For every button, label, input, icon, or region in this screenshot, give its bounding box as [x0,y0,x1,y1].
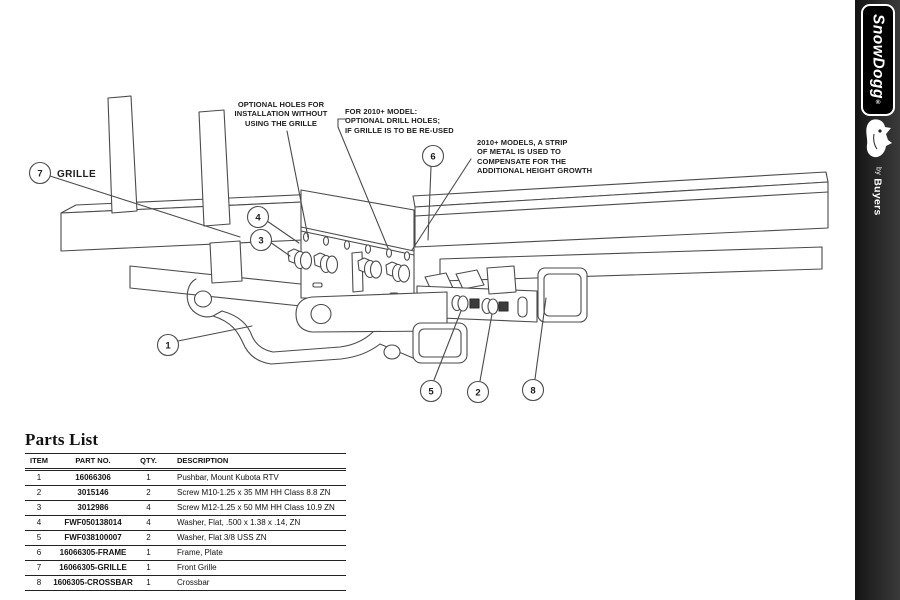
table-cell: FWF038100007 [53,530,133,545]
parts-table-body [25,469,346,590]
callout-7 [30,163,51,184]
table-cell: 2 [133,530,164,545]
callout-1 [158,335,179,356]
table-cell: 6 [25,545,53,560]
callout-3 [251,230,272,251]
callout-8 [523,380,544,401]
table-row [25,575,346,590]
note-2010-model: FOR 2010+ MODEL: OPTIONAL DRILL HOLES; IF GRILLE IS TO BE RE-USED [345,107,454,135]
table-cell: Washer, Flat, .500 x 1.38 x .14, ZN [164,515,346,530]
table-row [25,515,346,530]
table-row [25,530,346,545]
table-cell: Washer, Flat 3/8 USS ZN [164,530,346,545]
table-cell: Frame, Plate [164,545,346,560]
byline-text: by Buyers [871,167,884,216]
col-part-no: PART NO. [53,454,133,470]
svg-text:5: 5 [428,386,434,398]
svg-text:1: 1 [165,340,171,352]
table-cell: 3 [25,500,53,515]
table-cell: 1 [133,575,164,590]
table-cell: 7 [25,560,53,575]
parts-table [25,453,346,591]
svg-text:7: 7 [37,168,43,180]
note-optional-holes: OPTIONAL HOLES FOR INSTALLATION WITHOUT USING THE GRILLE [234,100,328,128]
svg-text:4: 4 [255,212,261,224]
table-cell: 16066306 [53,469,133,485]
table-cell: 4 [133,500,164,515]
callout-2 [468,382,489,403]
table-cell: 16066305-GRILLE [53,560,133,575]
table-cell: 2 [25,485,53,500]
parts-list-title: Parts List [25,430,99,449]
table-row [25,560,346,575]
table-cell: 4 [133,515,164,530]
svg-text:6: 6 [430,151,436,163]
table-header-row [25,454,346,470]
table-cell: 8 [25,575,53,590]
dog-icon [863,115,893,163]
table-cell: 5 [25,530,53,545]
parts-list [25,430,346,591]
table-cell: Crossbar [164,575,346,590]
table-cell: 1606305-CROSSBAR [53,575,133,590]
col-item: ITEM [25,454,53,470]
table-row [25,545,346,560]
table-cell: Pushbar, Mount Kubota RTV [164,469,346,485]
table-row [25,485,346,500]
snowdogg-logo-text: SnowDogg® [869,13,887,107]
svg-text:2: 2 [475,387,481,399]
svg-text:3: 3 [258,235,264,247]
table-cell: 2 [133,485,164,500]
table-cell: 1 [133,545,164,560]
table-cell: Screw M12-1.25 x 50 MM HH Class 10.9 ZN [164,500,346,515]
table-row [25,469,346,485]
table-cell: 16066305-FRAME [53,545,133,560]
callout-5 [421,381,442,402]
table-cell: 1 [133,469,164,485]
svg-text:8: 8 [530,385,536,397]
table-cell: 3012986 [53,500,133,515]
table-row [25,500,346,515]
grille-label: GRILLE [57,169,97,180]
col-qty: QTY. [133,454,164,470]
snowdogg-logo-badge [861,4,895,116]
callout-6 [423,146,444,167]
brand-rail [855,0,900,600]
table-cell: 4 [25,515,53,530]
crossbar-drawing [413,172,828,292]
note-2010-strip: 2010+ MODELS, A STRIP OF METAL IS USED TO COMPENSATE FOR THE ADDITIONAL HEIGHT GROWTH [477,138,593,176]
col-description: DESCRIPTION [164,454,346,470]
frame-plate-drawing [288,190,414,298]
table-cell: Screw M10-1.25 x 35 MM HH Class 8.8 ZN [164,485,346,500]
table-cell: 3015146 [53,485,133,500]
table-cell: FWF050138014 [53,515,133,530]
callout-4 [248,207,269,228]
table-cell: Front Grille [164,560,346,575]
table-cell: 1 [133,560,164,575]
table-cell: 1 [25,469,53,485]
